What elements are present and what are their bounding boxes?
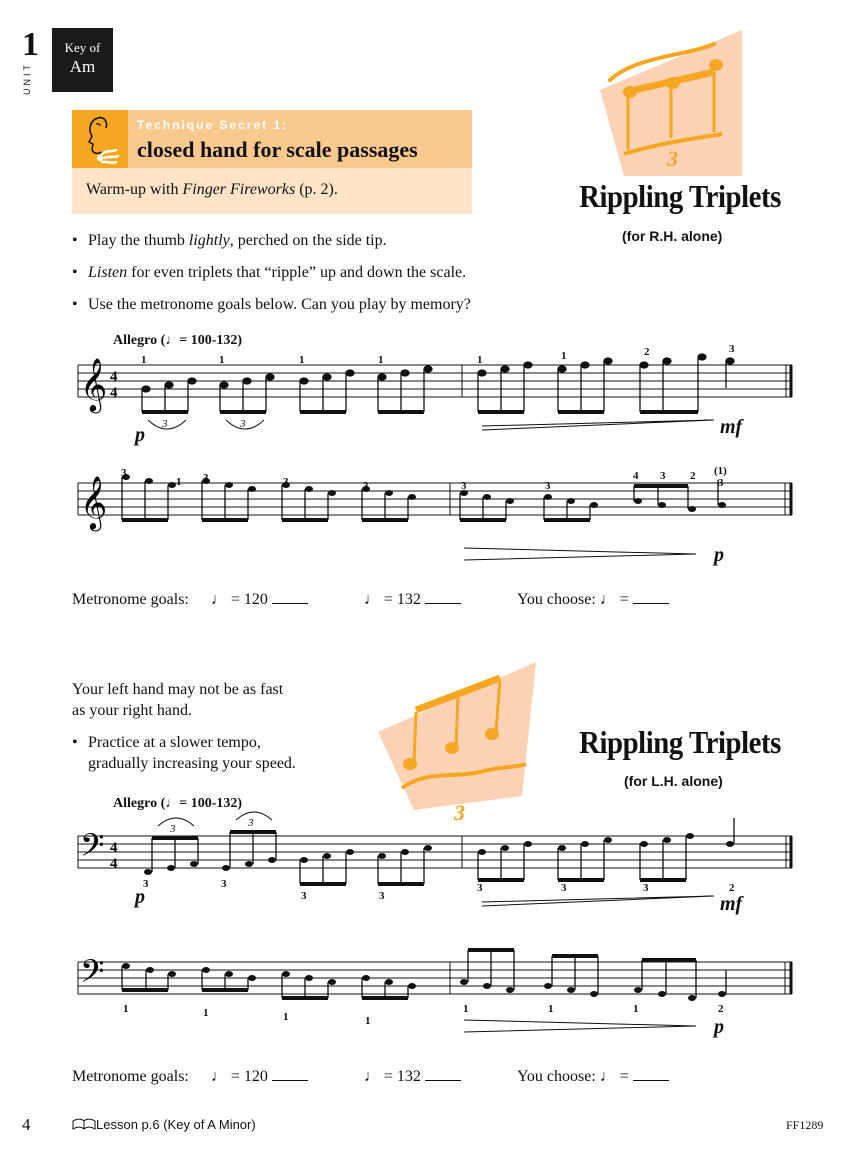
finger-rh2-8: 4 (633, 470, 639, 482)
finger-rh2-1: 3 (121, 467, 127, 479)
metronome-goals-rh: Metronome goals: ♩ = 120 ♩ = 132 You choose: ♩ = (72, 589, 669, 609)
svg-text:4: 4 (110, 856, 118, 872)
tempo-marking-rh: Allegro (♩= 100-132) (113, 333, 243, 348)
rh-music-staff (72, 340, 796, 570)
triplet-mark-1: 3 (162, 418, 168, 430)
warmup-book: Finger Fireworks (182, 181, 296, 198)
lh-music-staff (72, 810, 796, 1040)
triplet-mark-4: 3 (248, 817, 254, 829)
triplet-number-lh: 3 (454, 800, 465, 825)
unit-word: UNIT (22, 62, 32, 95)
finger-lh2-4: 1 (365, 1015, 371, 1027)
key-badge-line2: Am (69, 57, 96, 76)
finger-lh2-2: 1 (203, 1007, 209, 1019)
svg-text:𝄞: 𝄞 (80, 475, 108, 529)
section2-title: Rippling Triplets (579, 724, 781, 760)
lesson-reference (72, 1117, 256, 1132)
warmup-text (86, 181, 338, 199)
triplet-number-rh: 3 (667, 146, 678, 171)
finger-lh1-1: 3 (143, 878, 149, 890)
metronome-goals-lh: Metronome goals: ♩ = 120 ♩ = 132 You choose: ♩ = (72, 1066, 669, 1086)
lesson-text: Lesson p.6 (Key of A Minor) (96, 1117, 256, 1132)
finger-lh1-6: 3 (561, 882, 567, 894)
svg-text:𝄢: 𝄢 (80, 827, 105, 871)
dynamic-p-3: p (135, 886, 145, 908)
dynamic-p-2: p (714, 544, 724, 566)
finger-lh2-7: 1 (633, 1003, 639, 1015)
finger-rh2-6: 3 (461, 480, 467, 492)
finger-rh2-10: 2 (690, 470, 696, 482)
svg-text:4: 4 (110, 369, 118, 385)
dynamic-mf-1: mf (720, 416, 743, 438)
technique-head-icon (72, 110, 128, 168)
dynamic-mf-2: mf (720, 893, 743, 915)
tempo-marking-lh: Allegro (♩= 100-132) (113, 796, 243, 811)
finger-lh2-5: 1 (463, 1003, 469, 1015)
bullet-2: • Listen for even triplets that “ripple” up and down the scale. (88, 264, 466, 282)
technique-title: closed hand for scale passages (137, 137, 418, 162)
finger-rh1-8: 3 (729, 343, 735, 355)
book-icon (72, 1118, 96, 1130)
section1-subtitle: (for R.H. alone) (622, 228, 723, 244)
finger-lh1-3: 3 (301, 890, 307, 902)
metronome-goal-120: = 120 (230, 591, 268, 608)
triplet-mark-2: 3 (240, 418, 246, 430)
finger-rh2-3: 3 (203, 472, 209, 484)
finger-rh1-4: 1 (378, 354, 384, 366)
finger-rh2-12: 3 (718, 477, 724, 489)
finger-rh2-11: (1) (714, 465, 727, 477)
bullet-1: • Play the thumb lightly, perched on the side tip. (88, 232, 387, 250)
finger-lh2-8: 2 (718, 1003, 724, 1015)
section1-title: Rippling Triplets (579, 178, 781, 214)
finger-rh1-2: 1 (219, 354, 225, 366)
dynamic-p-1: p (135, 424, 145, 446)
finger-rh1-5: 1 (477, 354, 483, 366)
finger-rh2-9: 3 (660, 470, 666, 482)
finger-rh2-7: 3 (545, 480, 551, 492)
key-badge-line1: Key of (64, 40, 101, 55)
unit-number: 1 (22, 26, 39, 63)
metronome-goal-132: = 132 (383, 591, 421, 608)
metronome-choose: You choose: (516, 591, 596, 608)
svg-text:4: 4 (110, 385, 118, 401)
finger-rh1-3: 1 (299, 354, 305, 366)
finger-rh2-5: 3 (363, 480, 369, 492)
dynamic-p-4: p (714, 1016, 724, 1038)
finger-lh1-4: 3 (379, 890, 385, 902)
technique-label: Technique Secret 1: (137, 118, 289, 132)
page-number: 4 (22, 1115, 31, 1134)
finger-lh1-7: 3 (643, 882, 649, 894)
warmup-prefix: Warm-up with (86, 181, 183, 198)
finger-lh2-1: 1 (123, 1003, 129, 1015)
triplet-notes-art-lh (376, 660, 540, 810)
finger-lh1-5: 3 (477, 882, 483, 894)
svg-text:𝄢: 𝄢 (80, 953, 105, 997)
finger-rh2-4: 3 (283, 476, 289, 488)
warmup-suffix: (p. 2). (295, 181, 338, 198)
lh-intro: Your left hand may not be as fast as your right hand. (72, 681, 284, 719)
finger-rh1-6: 1 (561, 350, 567, 362)
lh-bullet: • Practice at a slower tempo, gradually increasing your speed. (88, 732, 296, 774)
finger-lh2-3: 1 (283, 1011, 289, 1023)
catalog-code: FF1289 (786, 1118, 824, 1132)
triplet-mark-3: 3 (170, 823, 176, 835)
svg-text:4: 4 (110, 840, 118, 856)
svg-text:𝄞: 𝄞 (80, 357, 108, 411)
finger-rh1-1: 1 (141, 354, 147, 366)
finger-lh1-8: 2 (729, 882, 735, 894)
finger-rh2-2: 1 (176, 476, 182, 488)
finger-lh1-2: 3 (221, 878, 227, 890)
key-badge (52, 28, 113, 92)
section2-subtitle: (for L.H. alone) (624, 773, 723, 789)
finger-lh2-6: 1 (548, 1003, 554, 1015)
bullet-3: • Use the metronome goals below. Can you play by memory? (88, 296, 471, 314)
metronome-label: Metronome goals: (72, 591, 189, 608)
finger-rh1-7: 2 (644, 346, 650, 358)
